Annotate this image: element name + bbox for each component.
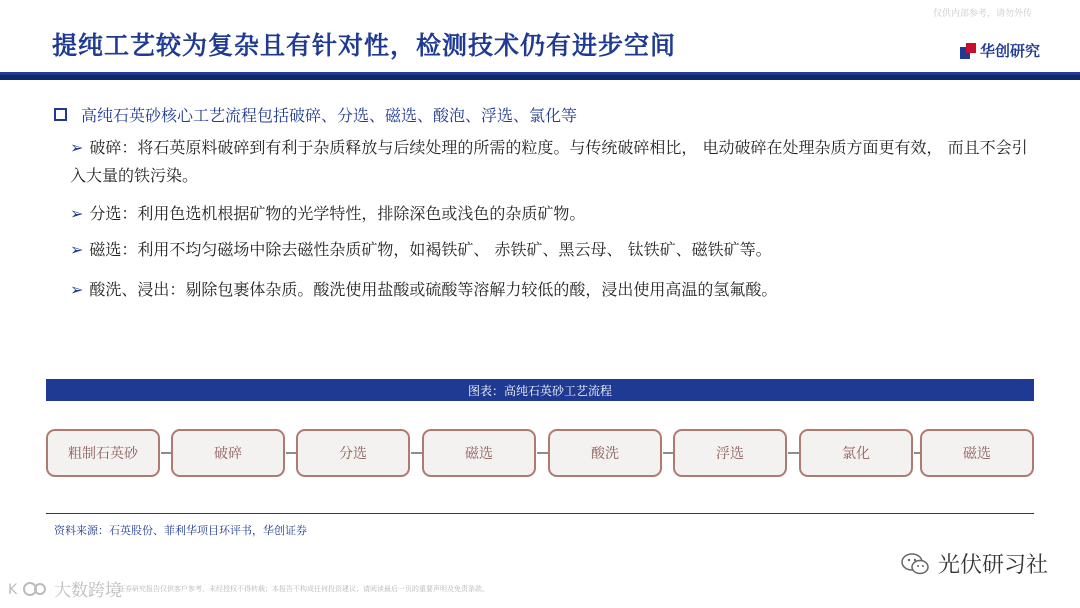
brand-name: 华创研究 [979, 42, 1040, 60]
k-logo-icon [8, 579, 48, 599]
figure-caption-bar: 图表：高纯石英砂工艺流程 [46, 379, 1034, 401]
process-flow [46, 429, 1034, 479]
watermark-right-text: 光伏研习社 [937, 553, 1048, 578]
wechat-icon [900, 551, 930, 577]
flow-step: 氯化 [799, 429, 913, 477]
flow-step: 分选 [296, 429, 410, 477]
sub-bullet-text: 破碎：将石英原料破碎到有利于杂质释放与后续处理的所需的粒度。与传统破碎相比， 电动破碎在处理杂质方面更有效， 而且不会引入大量的铁污染。 [70, 138, 1028, 185]
arrow-bullet-icon: ➢ [70, 280, 84, 299]
arrow-bullet-icon: ➢ [70, 204, 84, 223]
sub-bullet-text: 分选：利用色选机根据矿物的光学特性，排除深色或浅色的杂质矿物。 [89, 204, 586, 223]
figure-source: 资料来源：石英股份、菲利华项目环评书，华创证券 [54, 524, 307, 537]
flow-step: 磁选 [920, 429, 1034, 477]
sub-bullet-magnetic [70, 236, 772, 264]
sub-bullet-acid-wash [70, 276, 777, 304]
brand-mark-icon [960, 43, 976, 59]
header-rule-dark [0, 75, 1080, 80]
flow-step: 粗制石英砂 [46, 429, 160, 477]
hollow-square-icon [54, 108, 67, 121]
flow-step: 磁选 [422, 429, 536, 477]
flow-step: 酸洗 [548, 429, 662, 477]
flow-step: 破碎 [171, 429, 285, 477]
main-bullet-text: 高纯石英砂核心工艺流程包括破碎、分选、磁选、酸泡、浮选、氯化等 [81, 106, 578, 125]
arrow-bullet-icon: ➢ [70, 138, 84, 157]
flow-step: 浮选 [673, 429, 787, 477]
slide-title: 提纯工艺较为复杂且有针对性，检测技术仍有进步空间 [52, 31, 677, 60]
svg-text:K: K [8, 581, 18, 598]
brand-logo [960, 40, 1040, 61]
sub-bullet-text: 磁选：利用不均匀磁场中除去磁性杂质矿物，如褐铁矿、 赤铁矿、黑云母、 钛铁矿、磁铁矿等。 [89, 240, 772, 259]
sub-bullet-text: 酸洗、浸出：剔除包裹体杂质。酸洗使用盐酸或硫酸等溶解力较低的酸，浸出使用高温的氢氟酸。 [89, 280, 778, 299]
arrow-bullet-icon: ➢ [70, 240, 84, 259]
top-watermark: 仅供内部参考，请勿外传 [932, 9, 1032, 19]
watermark-right [900, 548, 1048, 579]
figure-bottom-rule [46, 513, 1034, 514]
watermark-left-text: 大数跨境 [54, 581, 122, 601]
watermark-left [8, 576, 122, 601]
sub-bullet-sorting [70, 200, 585, 228]
main-bullet [54, 103, 577, 126]
footer-disclaimer: 证券研究报告仅供客户参考，未经授权不得转载；本报告不构成任何投资建议；请阅读最后一页的重要声明及免责条款。 [118, 585, 489, 593]
sub-bullet-crushing [70, 134, 1030, 190]
